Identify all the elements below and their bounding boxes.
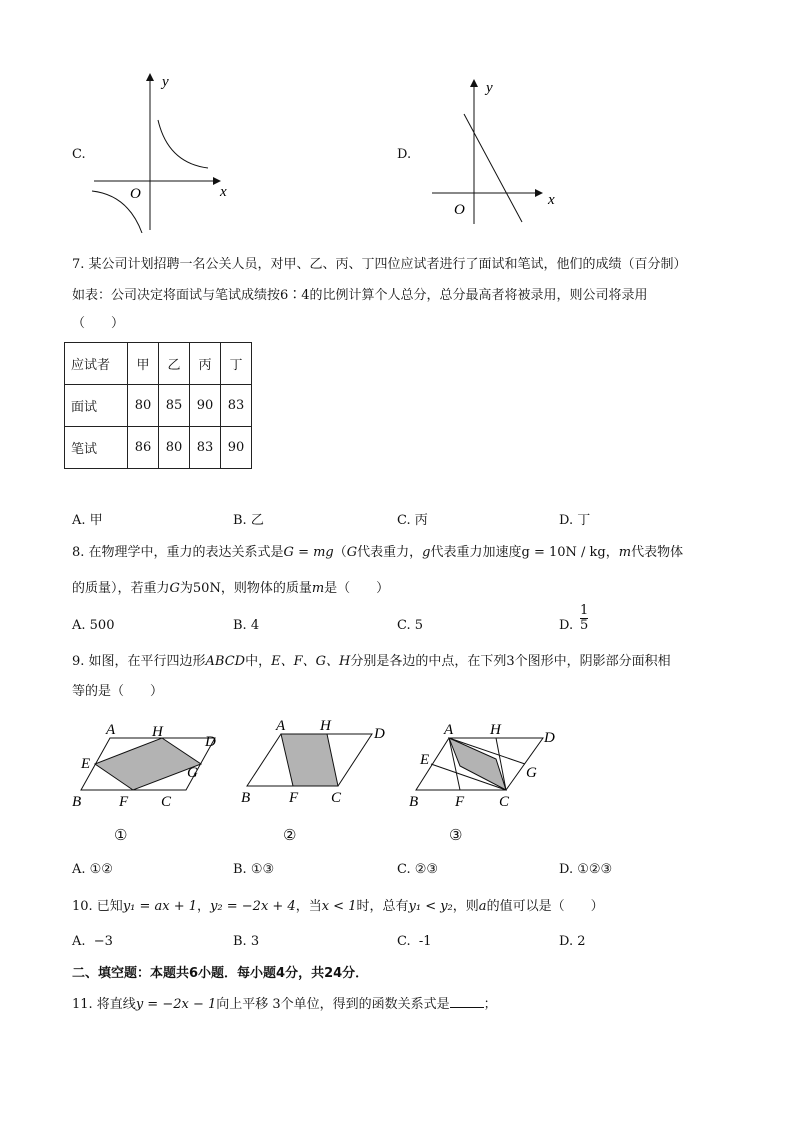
q11-answer-blank[interactable] (450, 995, 484, 1008)
q8-text: （ (333, 545, 347, 560)
q8-option-b[interactable]: B. 4 (233, 618, 260, 633)
q7-line1: 7. 某公司计划招聘一名公关人员，对甲、乙、丙、丁四位应试者进行了面试和笔试，他们的成绩（百分制） (72, 257, 687, 272)
q8-line2 (72, 579, 389, 599)
table-cell: 90 (190, 385, 221, 427)
q9-efgh: E、F、G、H (271, 654, 351, 669)
q9-option-b[interactable]: B. ①③ (233, 862, 275, 877)
table-row (65, 343, 252, 385)
q8-option-d-label: D. (559, 618, 574, 633)
q11-line1 (72, 995, 497, 1015)
q9f1-G: G (187, 765, 198, 781)
q6d-y-label: y (486, 80, 493, 96)
table-cell: 乙 (159, 343, 190, 385)
q9-option-d[interactable]: D. ①②③ (559, 862, 613, 877)
q10-option-b[interactable]: B. 3 (233, 934, 260, 949)
q8-var-g: g (422, 545, 431, 560)
q10-text: ，则 (452, 899, 479, 914)
q8-text: 8. 在物理学中，重力的表达关系式是 (72, 545, 284, 560)
q6-graph-c (88, 68, 238, 233)
q8-option-a[interactable]: A. 500 (72, 618, 115, 633)
q8-frac-num: 1 (580, 603, 589, 618)
q8-option-d[interactable] (559, 618, 573, 633)
q9-line2: 等的是（ ） (72, 684, 164, 699)
q10-cond: x < 1 (321, 899, 357, 914)
q9f2-H: H (320, 718, 331, 734)
q6-option-d-label: D. (397, 147, 412, 162)
q8-var-m: m (311, 581, 325, 596)
q9f3-D: D (544, 730, 555, 746)
q6c-x-label: x (220, 184, 227, 200)
q9f2-B: B (241, 790, 251, 806)
q9f3-G: G (526, 765, 537, 781)
q9-figure-2-label: ② (283, 826, 297, 844)
q8-text: 代表物体 (631, 545, 684, 560)
q9f1-F: F (119, 794, 129, 810)
q9-figure-3-label: ③ (449, 826, 463, 844)
q9-line1 (72, 652, 671, 672)
q9f1-shaded (95, 738, 201, 790)
table-cell: 80 (159, 427, 190, 469)
q7-line3: （ ） (72, 316, 125, 331)
q10-text: ， (197, 899, 211, 914)
table-cell: 86 (128, 427, 159, 469)
q6-graph-d (428, 76, 578, 226)
q9f1-E: E (81, 756, 91, 772)
q10-option-a[interactable]: A. −3 (72, 934, 113, 949)
table-cell: 笔试 (65, 427, 128, 469)
q7-option-d[interactable]: D. 丁 (559, 513, 591, 528)
q8-text: 代表重力， (357, 545, 423, 560)
q9-figure-3 (405, 718, 565, 810)
q10-ineq: y₁ < y₂ (408, 899, 453, 914)
q10-var-a: a (478, 899, 487, 914)
q6d-x-label: x (548, 192, 555, 208)
q8-var-G: G (346, 545, 358, 560)
q6-option-c-label: C. (72, 147, 86, 162)
q7-score-table (64, 342, 252, 469)
q9-text: 9. 如图，在平行四边形 (72, 654, 206, 669)
q8-text: 为50N，则物体的质量 (179, 581, 312, 596)
q6c-y-label: y (162, 74, 169, 90)
q9f1-C: C (161, 794, 172, 810)
q10-y2: y₂ = −2x + 4 (210, 899, 296, 914)
q9f1-D: D (205, 734, 216, 750)
q9f2-C: C (331, 790, 342, 806)
q9-text: 分别是各边的中点，在下列3个图形中，阴影部分面积相 (350, 654, 671, 669)
q11-text: ； (483, 997, 497, 1012)
table-cell: 80 (128, 385, 159, 427)
q8-text: ， (605, 545, 619, 560)
section-2-title: 二、填空题：本题共6小题．每小题4分，共24分． (72, 966, 369, 981)
q10-text: 时，总有 (356, 899, 409, 914)
q9-abcd: ABCD (205, 654, 246, 669)
q8-text: 的质量），若重力 (72, 581, 170, 596)
q9f2-A: A (276, 718, 286, 734)
q10-option-c[interactable]: C. -1 (397, 934, 432, 949)
q10-text: 的值可以是（ ） (486, 899, 604, 914)
q11-eq: y = −2x − 1 (135, 997, 217, 1012)
q8-fraction (580, 604, 588, 633)
q9f3-B: B (409, 794, 419, 810)
q9f3-A: A (444, 722, 454, 738)
q9f2-D: D (374, 726, 385, 742)
q10-line1 (72, 897, 604, 917)
q8-var-G: G (169, 581, 180, 596)
table-cell: 丙 (190, 343, 221, 385)
q8-line1 (72, 543, 683, 563)
table-cell: 85 (159, 385, 190, 427)
q11-text: 11. 将直线 (72, 997, 136, 1012)
q9-option-c[interactable]: C. ②③ (397, 862, 439, 877)
q9f3-E: E (420, 752, 430, 768)
q9f1-A: A (106, 722, 116, 738)
q6c-origin-label: O (130, 186, 141, 202)
q8-gravity-value: g = 10N / kg (521, 545, 606, 560)
table-cell: 83 (190, 427, 221, 469)
q8-var-m: m (618, 545, 632, 560)
q9-text: 中， (245, 654, 272, 669)
q9f2-shaded (281, 734, 338, 786)
q9-figure-2 (236, 714, 396, 806)
q7-option-b[interactable]: B. 乙 (233, 513, 264, 528)
table-cell: 应试者 (65, 343, 128, 385)
table-row (65, 385, 252, 427)
q9-option-a[interactable]: A. ①② (72, 862, 113, 877)
q10-y1: y₁ = ax + 1 (122, 899, 198, 914)
table-cell: 丁 (221, 343, 252, 385)
q6d-line (464, 114, 522, 222)
q9f3-C: C (499, 794, 510, 810)
q8-text: 是（ ） (324, 581, 390, 596)
q11-text: 向上平移 3个单位，得到的函数关系式是 (216, 997, 450, 1012)
q7-option-a[interactable]: A. 甲 (72, 513, 103, 528)
q6d-origin-label: O (454, 202, 465, 218)
q10-text: ，当 (295, 899, 322, 914)
q9f1-B: B (72, 794, 82, 810)
table-cell: 甲 (128, 343, 159, 385)
q7-line2: 如表：公司决定将面试与笔试成绩按6∶4的比例计算个人总分，总分最高者将被录用，则公司将录用 (72, 288, 648, 303)
q8-frac-den: 5 (580, 618, 589, 633)
q8-text: 代表重力加速度 (430, 545, 522, 560)
q10-option-d[interactable]: D. 2 (559, 934, 586, 949)
table-cell: 90 (221, 427, 252, 469)
q8-option-c[interactable]: C. 5 (397, 618, 424, 633)
q9f1-H: H (152, 724, 163, 740)
table-cell: 83 (221, 385, 252, 427)
q9f3-H: H (490, 722, 501, 738)
q9-figure-1-label: ① (114, 826, 128, 844)
q9-figure-1 (70, 718, 230, 810)
q8-formula: G = mg (283, 545, 334, 560)
q9f2-F: F (289, 790, 299, 806)
table-cell: 面试 (65, 385, 128, 427)
q7-option-c[interactable]: C. 丙 (397, 513, 428, 528)
q10-text: 10. 已知 (72, 899, 123, 914)
q6c-curve-upper (158, 120, 208, 168)
q9f3-F: F (455, 794, 465, 810)
table-row (65, 427, 252, 469)
